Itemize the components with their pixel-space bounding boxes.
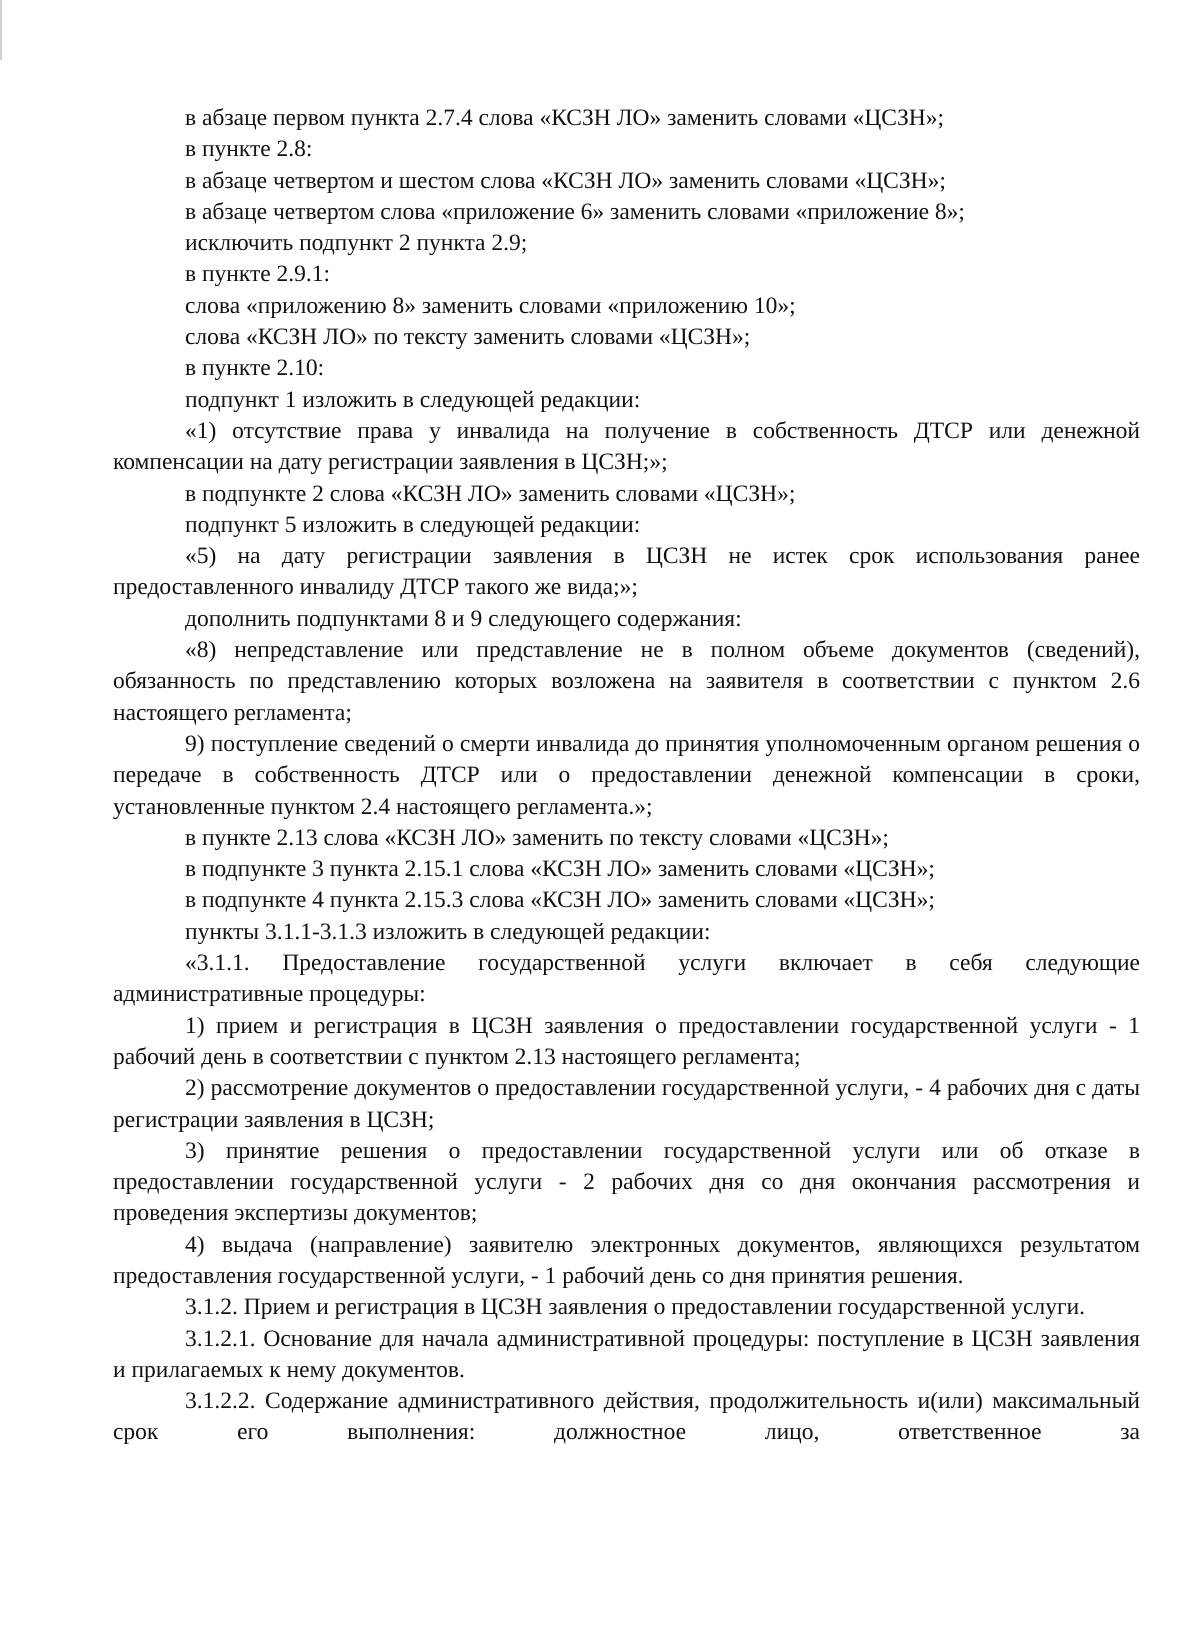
scan-edge-mark [0, 0, 2, 60]
paragraph-19: в подпункте 3 пункта 2.15.1 слова «КСЗН ЛО» заменить словами «ЦСЗН»; [185, 856, 935, 883]
paragraph-29: 3.1.2.2. Содержание административного действия, продолжительность и(или) максимальный срок его выполнения: должностное лицо, ответственное за [113, 1388, 1140, 1446]
paragraph-2: в пункте 2.8: [185, 136, 313, 163]
paragraph-21: пункты 3.1.1-3.1.3 изложить в следующей редакции: [185, 918, 711, 945]
paragraph-28: 3.1.2.1. Основание для начала административной процедуры: поступление в ЦСЗН заявления и прилагаемых к нему документов. [113, 1325, 1140, 1383]
paragraph-25: 3) принятие решения о предоставлении государственной услуги или об отказе в предоставлении государственной услуги - 2 рабочих дня со дня окончания рассмотрения и проведения экспертизы документов; [113, 1137, 1140, 1227]
paragraph-15: дополнить подпунктами 8 и 9 следующего содержания: [185, 605, 742, 632]
paragraph-10: подпункт 1 изложить в следующей редакции: [185, 386, 641, 413]
paragraph-12: в подпункте 2 слова «КСЗН ЛО» заменить словами «ЦСЗН»; [185, 480, 796, 507]
paragraph-5: исключить подпункт 2 пункта 2.9; [185, 230, 528, 257]
paragraph-11: «1) отсутствие права у инвалида на получение в собственность ДТСР или денежной компенсации на дату регистрации заявления в ЦСЗН;»; [113, 417, 1140, 476]
paragraph-3: в абзаце четвертом и шестом слова «КСЗН ЛО» заменить словами «ЦСЗН»; [185, 167, 946, 194]
paragraph-4: в абзаце четвертом слова «приложение 6» заменить словами «приложение 8»; [185, 198, 965, 225]
paragraph-17: 9) поступление сведений о смерти инвалида до принятия уполномоченным органом решения о передаче в собственность ДТСР или о предоставлении денежной компенсации в сроки, установленные пунктом 2.4 настоящего регламента.»; [113, 730, 1140, 820]
document-page [113, 103, 1140, 1449]
paragraph-24: 2) рассмотрение документов о предоставлении государственной услуги, - 4 рабочих дня с даты регистрации заявления в ЦСЗН; [113, 1075, 1140, 1133]
paragraph-16: «8) непредставление или представление не в полном объеме документов (сведений), обязанность по представлению которых возложена на заявителя в соответствии с пунктом 2.6 настоящего регламента; [113, 637, 1140, 726]
paragraph-14: «5) на дату регистрации заявления в ЦСЗН не истек срок использования ранее предоставленного инвалиду ДТСР такого же вида;»; [113, 543, 1140, 601]
paragraph-9: в пункте 2.10: [185, 355, 325, 382]
paragraph-23: 1) прием и регистрация в ЦСЗН заявления о предоставлении государственной услуги - 1 рабочий день в соответствии с пунктом 2.13 настоящего регламента; [113, 1012, 1140, 1070]
paragraph-22: «3.1.1. Предоставление государственной услуги включает в себя следующие административные процедуры: [113, 950, 1140, 1008]
paragraph-8: слова «КСЗН ЛО» по тексту заменить словами «ЦСЗН»; [185, 324, 751, 351]
paragraph-1: в абзаце первом пункта 2.7.4 слова «КСЗН ЛО» заменить словами «ЦСЗН»; [185, 105, 944, 131]
paragraph-13: подпункт 5 изложить в следующей редакции: [185, 511, 641, 538]
paragraph-18: в пункте 2.13 слова «КСЗН ЛО» заменить по тексту словами «ЦСЗН»; [185, 824, 889, 851]
paragraph-26: 4) выдача (направление) заявителю электронных документов, являющихся результатом предоставления государственной услуги, - 1 рабочий день со дня принятия решения. [113, 1231, 1140, 1289]
paragraph-6: в пункте 2.9.1: [185, 261, 331, 288]
paragraph-7: слова «приложению 8» заменить словами «приложению 10»; [185, 292, 796, 319]
paragraph-20: в подпункте 4 пункта 2.15.3 слова «КСЗН ЛО» заменить словами «ЦСЗН»; [185, 887, 935, 914]
paragraph-27: 3.1.2. Прием и регистрация в ЦСЗН заявления о предоставлении государственной услуги. [185, 1294, 1086, 1321]
